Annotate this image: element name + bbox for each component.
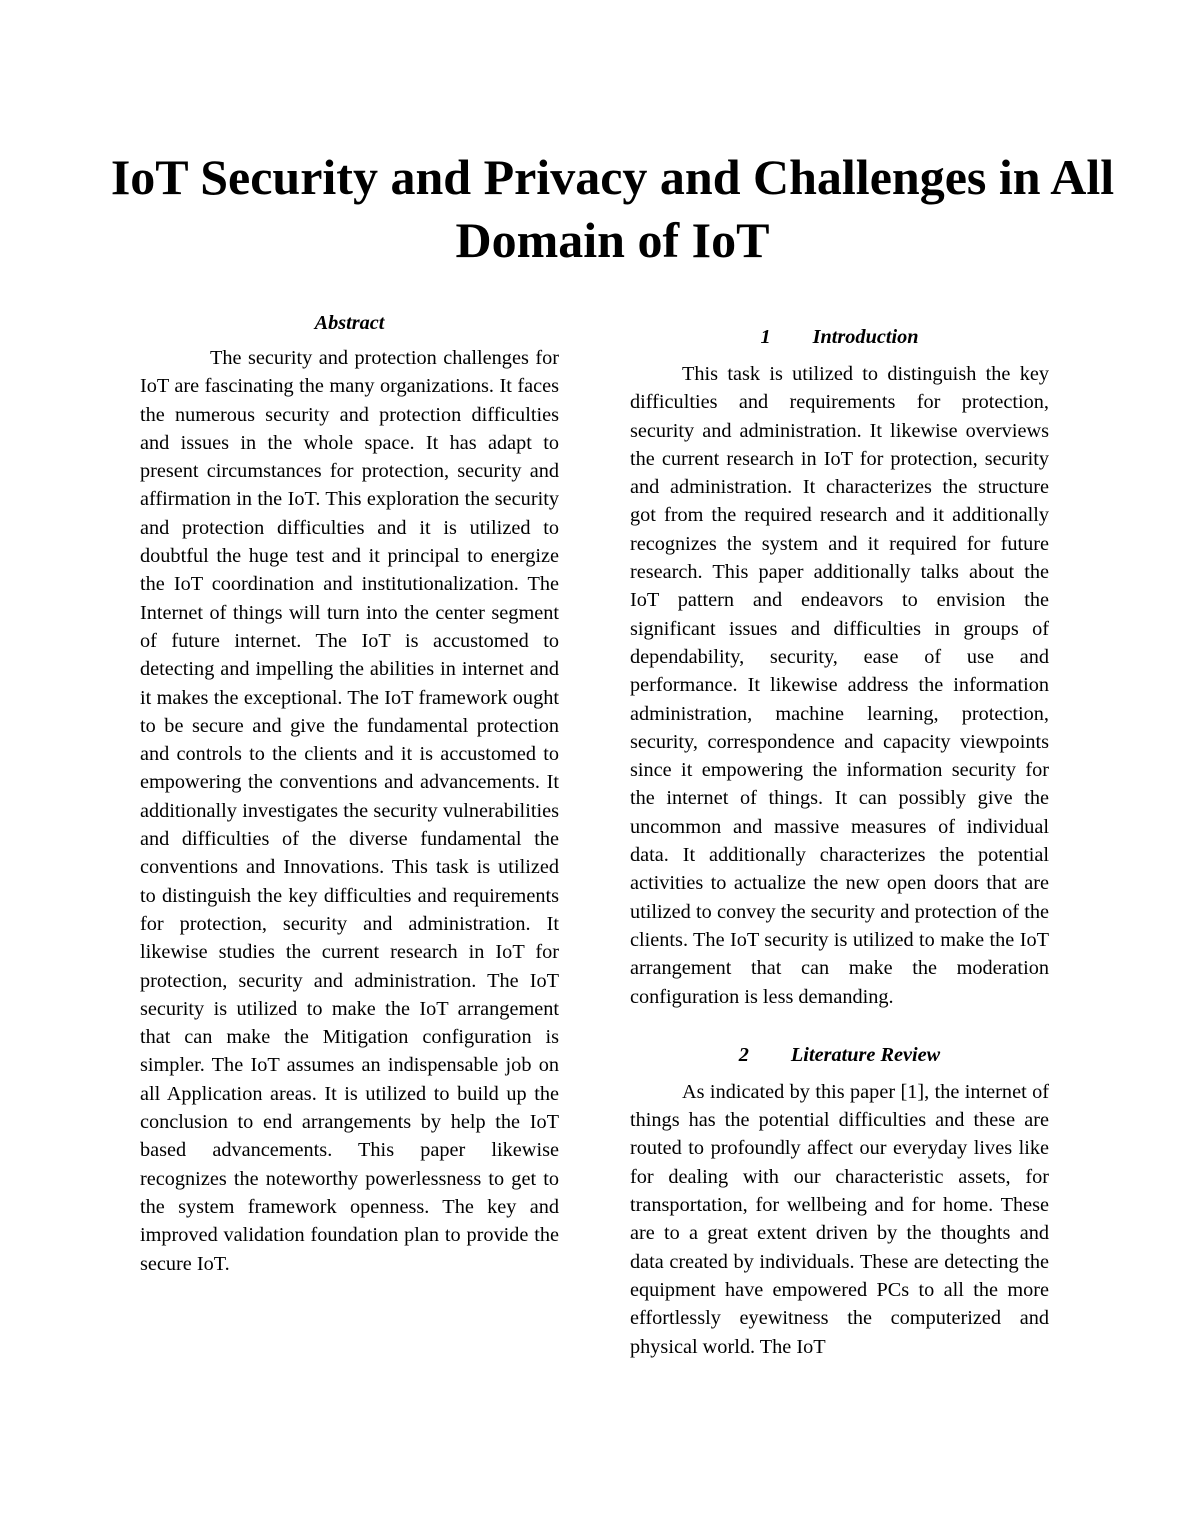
section-number: 2 xyxy=(738,1043,749,1066)
paper-title: IoT Security and Privacy and Challenges in All Domain of IoT xyxy=(110,149,1115,268)
abstract-heading: Abstract xyxy=(314,312,385,334)
literature-review-heading xyxy=(630,1041,1049,1069)
right-column xyxy=(630,323,1049,1361)
literature-review-text: As indicated by this paper [1], the internet of things has the potential difficulties and these are routed to profoundly affect our everyday lives like for dealing with our characteristic assets, for transportation, for wellbeing and for home. These are to a great extent driven by the thoughts and data created by individuals. These are detecting the equipment have empowered PCs to all the more effortlessly eyewitness the computerized and physical world. The IoT xyxy=(630,1080,1049,1358)
left-column xyxy=(140,309,559,1278)
abstract-text: The security and protection challenges for IoT are fascinating the many organizations. It faces the numerous security and protection difficulties and issues in the whole space. It has adapt to present circumstances for protection, security and affirmation in the IoT. This exploration the security and protection difficulties and it is utilized to doubtful the huge test and it principal to energize the IoT coordination and institutionalization. The Internet of things will turn into the center segment of future internet. The IoT is accustomed to detecting and impelling the abilities in internet and it makes the exceptional. The IoT framework ought to be secure and give the fundamental protection and controls to the clients and it is accustomed to empowering the conventions and advancements. It additionally investigates the security vulnerabilities and difficulties of the diverse fundamental the conventions and Innovations. This task is utilized to distinguish the key difficulties and requirements for protection, security and administration. It likewise studies the current research in IoT for protection, security and administration. The IoT security is utilized to make the IoT arrangement that can make the Mitigation configuration is simpler. The IoT assumes an indispensable job on all Application areas. It is utilized to build up the conclusion to end arrangements by help the IoT based advancements. This paper likewise recognizes the noteworthy powerlessness to get to the system framework openness. The key and improved validation foundation plan to provide the secure IoT. xyxy=(140,347,559,1275)
section-title: Literature Review xyxy=(790,1043,941,1066)
introduction-heading xyxy=(630,323,1049,351)
section-title: Introduction xyxy=(812,326,919,348)
section-number: 1 xyxy=(760,326,771,348)
section-spacer xyxy=(630,1011,1049,1041)
introduction-text: This task is utilized to distinguish the key difficulties and requirements for protection, security and administration. It likewise overviews the current research in IoT for protection, security and administration. It characterizes the structure got from the required research and it additionally recognizes the system and it required for future research. This paper additionally talks about the IoT pattern and endeavors to envision the significant issues and difficulties in groups of dependability, security, ease of use and performance. It likewise address the information administration, machine learning, protection, security, correspondence and capacity viewpoints since it empowering the information security for the internet of things. It can possibly give the uncommon and massive measures of individual data. It additionally characterizes the potential activities to actualize the new open doors that are utilized to convey the security and protection of the clients. The IoT security is utilized to make the IoT arrangement that can make the moderation configuration is less demanding. xyxy=(630,363,1049,1008)
